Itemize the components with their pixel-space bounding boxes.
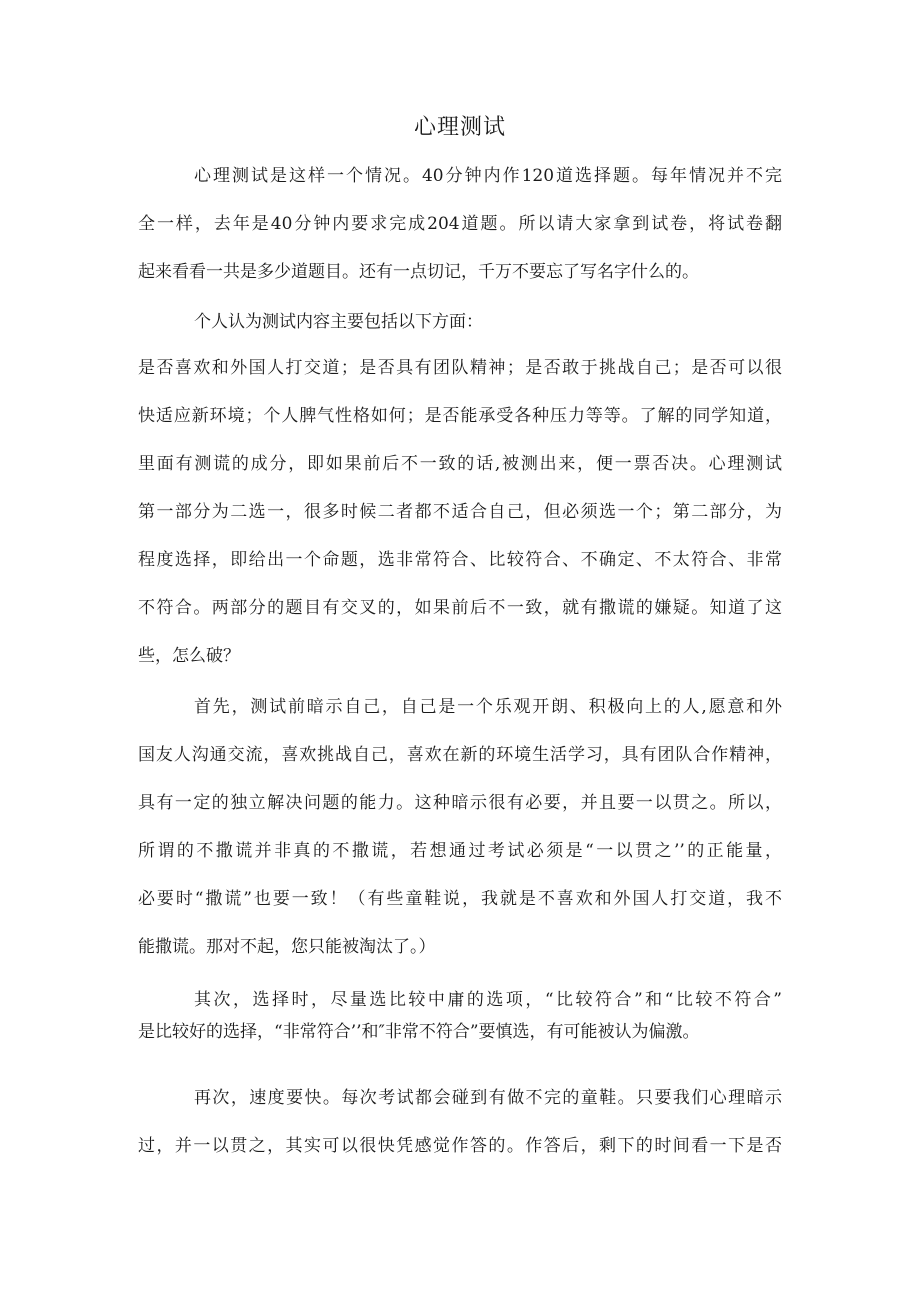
paragraph-line: 其次，选择时，尽量选比较中庸的选项，“比较符合”和“比较不符合” xyxy=(194,990,782,1010)
paragraph-line: 必要时“撒谎”也要一致！（有些童鞋说，我就是不喜欢和外国人打交道，我不 xyxy=(138,889,782,909)
paragraph-content-list xyxy=(138,344,782,680)
paragraph-line: 国友人沟通交流，喜欢挑战自己，喜欢在新的环境生活学习，具有团队合作精神， xyxy=(138,745,782,765)
paragraph-first xyxy=(138,683,782,971)
paragraph-line: 程度选择，即给出一个命题，选非常符合、比较符合、不确定、不太符合、非常 xyxy=(138,550,782,570)
paragraph-line: 是否喜欢和外国人打交道；是否具有团队精神；是否敢于挑战自己；是否可以很 xyxy=(138,358,782,378)
paragraph-line: 过，并一以贯之，其实可以很快凭感觉作答的。作答后，剩下的时间看一下是否 xyxy=(138,1136,782,1156)
paragraph-line: 所谓的不撒谎并非真的不撒谎，若想通过考试必须是“一以贯之’’的正能量， xyxy=(138,841,782,861)
paragraph-line: 快适应新环境；个人脾气性格如何；是否能承受各种压力等等。了解的同学知道， xyxy=(138,406,782,426)
paragraph-line: 个人认为测试内容主要包括以下方面： xyxy=(194,312,483,332)
paragraph-line: 能撒谎。那对不起，您只能被淘汰了。） xyxy=(138,937,436,957)
paragraph-line: 首先，测试前暗示自己，自己是一个乐观开朗、积极向上的人,愿意和外 xyxy=(194,697,782,717)
paragraph-line: 里面有测谎的成分，即如果前后不一致的话,被测出来，便一票否决。心理测试 xyxy=(138,454,782,474)
paragraph-line: 不符合。两部分的题目有交叉的，如果前后不一致，就有撒谎的嫌疑。知道了这 xyxy=(138,598,782,618)
document-title: 心理测试 xyxy=(413,115,506,140)
paragraph-line: 第一部分为二选一，很多时候二者都不适合自己，但必须选一个；第二部分，为 xyxy=(138,502,782,522)
paragraph-line: 心理测试是这样一个情况。40分钟内作120道选择题。每年情况并不完 xyxy=(194,166,782,186)
paragraph-line: 全一样，去年是40分钟内要求完成204道题。所以请大家拿到试卷，将试卷翻 xyxy=(138,214,782,234)
paragraph-line: 再次，速度要快。每次考试都会碰到有做不完的童鞋。只要我们心理暗示 xyxy=(194,1088,782,1108)
paragraph-third xyxy=(138,1074,782,1170)
paragraph-intro xyxy=(138,152,782,296)
paragraph-line: 起来看看一共是多少道题目。还有一点切记，千万不要忘了写名字什么的。 xyxy=(138,262,699,282)
paragraph-content-heading xyxy=(138,298,782,346)
paragraph-line: 些，怎么破？ xyxy=(138,646,240,666)
paragraph-second xyxy=(138,984,782,1048)
paragraph-line: 具有一定的独立解决问题的能力。这种暗示很有必要，并且要一以贯之。所以， xyxy=(138,793,782,813)
paragraph-line: 是比较好的选择，“非常符合’’和″非常不符合”要慎选，有可能被认为偏激。 xyxy=(138,1022,700,1042)
